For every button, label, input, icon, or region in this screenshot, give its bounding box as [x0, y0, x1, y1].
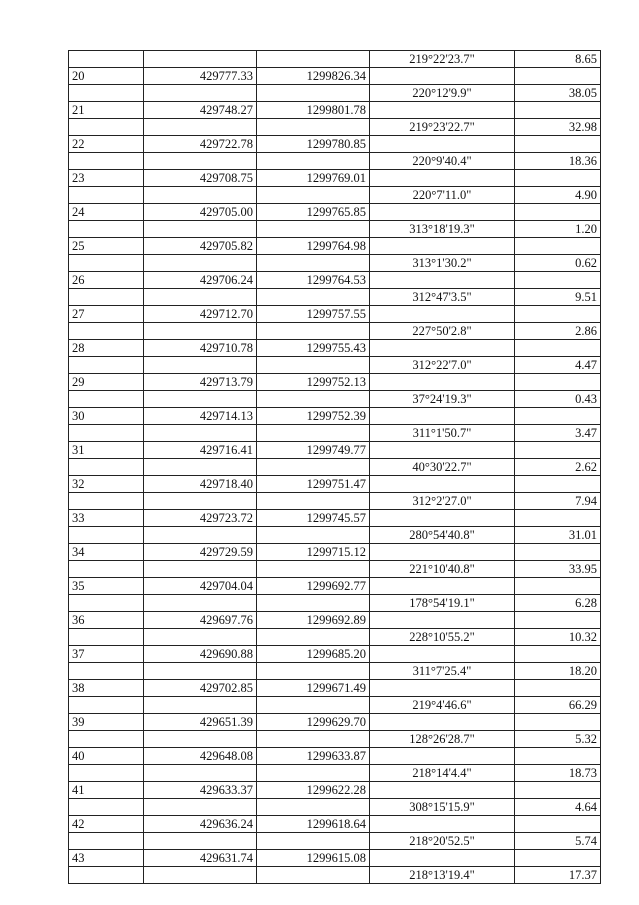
- y-coordinate-cell: 1299615.08: [257, 850, 370, 867]
- y-coordinate-cell: 1299671.49: [257, 680, 370, 697]
- azimuth-cell: 37°24'19.3": [370, 391, 515, 408]
- coordinates-table-body: [69, 51, 601, 884]
- segment-row: [69, 629, 601, 646]
- azimuth-cell: [370, 680, 515, 697]
- point-number-cell: [69, 323, 144, 340]
- segment-row: [69, 459, 601, 476]
- segment-row: [69, 697, 601, 714]
- x-coordinate-cell: 429702.85: [144, 680, 257, 697]
- azimuth-cell: 128°26'28.7": [370, 731, 515, 748]
- length-cell: [515, 544, 601, 561]
- x-coordinate-cell: 429723.72: [144, 510, 257, 527]
- y-coordinate-cell: [257, 561, 370, 578]
- length-cell: 18.20: [515, 663, 601, 680]
- azimuth-cell: 311°7'25.4": [370, 663, 515, 680]
- point-number-cell: [69, 119, 144, 136]
- x-coordinate-cell: 429748.27: [144, 102, 257, 119]
- point-row: [69, 476, 601, 493]
- point-number-cell: 39: [69, 714, 144, 731]
- point-number-cell: [69, 731, 144, 748]
- y-coordinate-cell: 1299780.85: [257, 136, 370, 153]
- x-coordinate-cell: [144, 799, 257, 816]
- azimuth-cell: [370, 374, 515, 391]
- azimuth-cell: 227°50'2.8": [370, 323, 515, 340]
- y-coordinate-cell: 1299755.43: [257, 340, 370, 357]
- point-number-cell: 31: [69, 442, 144, 459]
- x-coordinate-cell: 429708.75: [144, 170, 257, 187]
- point-number-cell: 37: [69, 646, 144, 663]
- point-number-cell: [69, 85, 144, 102]
- length-cell: [515, 306, 601, 323]
- x-coordinate-cell: [144, 629, 257, 646]
- point-number-cell: 30: [69, 408, 144, 425]
- azimuth-cell: [370, 442, 515, 459]
- azimuth-cell: 219°4'46.6": [370, 697, 515, 714]
- azimuth-cell: 312°47'3.5": [370, 289, 515, 306]
- y-coordinate-cell: [257, 765, 370, 782]
- length-cell: 38.05: [515, 85, 601, 102]
- y-coordinate-cell: 1299752.13: [257, 374, 370, 391]
- azimuth-cell: 221°10'40.8": [370, 561, 515, 578]
- segment-row: [69, 731, 601, 748]
- azimuth-cell: 308°15'15.9": [370, 799, 515, 816]
- segment-row: [69, 119, 601, 136]
- azimuth-cell: 220°12'9.9": [370, 85, 515, 102]
- point-number-cell: 38: [69, 680, 144, 697]
- point-row: [69, 816, 601, 833]
- x-coordinate-cell: [144, 561, 257, 578]
- point-number-cell: 33: [69, 510, 144, 527]
- x-coordinate-cell: 429705.00: [144, 204, 257, 221]
- segment-row: [69, 153, 601, 170]
- y-coordinate-cell: 1299801.78: [257, 102, 370, 119]
- length-cell: 32.98: [515, 119, 601, 136]
- x-coordinate-cell: [144, 357, 257, 374]
- azimuth-cell: [370, 170, 515, 187]
- segment-row: [69, 765, 601, 782]
- point-row: [69, 170, 601, 187]
- x-coordinate-cell: [144, 731, 257, 748]
- y-coordinate-cell: [257, 425, 370, 442]
- azimuth-cell: [370, 510, 515, 527]
- segment-row: [69, 595, 601, 612]
- azimuth-cell: 218°13'19.4": [370, 867, 515, 884]
- point-row: [69, 782, 601, 799]
- length-cell: [515, 714, 601, 731]
- x-coordinate-cell: 429729.59: [144, 544, 257, 561]
- point-number-cell: [69, 51, 144, 68]
- segment-row: [69, 85, 601, 102]
- point-number-cell: [69, 391, 144, 408]
- point-row: [69, 408, 601, 425]
- y-coordinate-cell: 1299751.47: [257, 476, 370, 493]
- x-coordinate-cell: 429631.74: [144, 850, 257, 867]
- point-number-cell: 25: [69, 238, 144, 255]
- length-cell: 33.95: [515, 561, 601, 578]
- length-cell: 3.47: [515, 425, 601, 442]
- length-cell: 0.43: [515, 391, 601, 408]
- length-cell: 5.32: [515, 731, 601, 748]
- length-cell: [515, 204, 601, 221]
- y-coordinate-cell: [257, 527, 370, 544]
- azimuth-cell: 228°10'55.2": [370, 629, 515, 646]
- point-number-cell: [69, 153, 144, 170]
- y-coordinate-cell: [257, 459, 370, 476]
- point-row: [69, 578, 601, 595]
- y-coordinate-cell: [257, 867, 370, 884]
- x-coordinate-cell: [144, 255, 257, 272]
- point-row: [69, 272, 601, 289]
- point-row: [69, 136, 601, 153]
- y-coordinate-cell: [257, 119, 370, 136]
- length-cell: 4.47: [515, 357, 601, 374]
- point-row: [69, 442, 601, 459]
- x-coordinate-cell: [144, 85, 257, 102]
- length-cell: 5.74: [515, 833, 601, 850]
- azimuth-cell: [370, 850, 515, 867]
- point-number-cell: [69, 493, 144, 510]
- azimuth-cell: [370, 204, 515, 221]
- point-row: [69, 646, 601, 663]
- azimuth-cell: [370, 612, 515, 629]
- point-number-cell: [69, 187, 144, 204]
- length-cell: [515, 136, 601, 153]
- azimuth-cell: [370, 782, 515, 799]
- point-number-cell: 26: [69, 272, 144, 289]
- azimuth-cell: 220°7'11.0": [370, 187, 515, 204]
- x-coordinate-cell: 429714.13: [144, 408, 257, 425]
- point-row: [69, 340, 601, 357]
- point-number-cell: [69, 527, 144, 544]
- point-row: [69, 612, 601, 629]
- length-cell: 6.28: [515, 595, 601, 612]
- point-row: [69, 510, 601, 527]
- y-coordinate-cell: [257, 187, 370, 204]
- x-coordinate-cell: [144, 663, 257, 680]
- x-coordinate-cell: 429706.24: [144, 272, 257, 289]
- x-coordinate-cell: [144, 493, 257, 510]
- x-coordinate-cell: [144, 425, 257, 442]
- x-coordinate-cell: 429713.79: [144, 374, 257, 391]
- y-coordinate-cell: 1299764.53: [257, 272, 370, 289]
- length-cell: 0.62: [515, 255, 601, 272]
- x-coordinate-cell: [144, 221, 257, 238]
- y-coordinate-cell: [257, 629, 370, 646]
- length-cell: 4.64: [515, 799, 601, 816]
- azimuth-cell: 313°1'30.2": [370, 255, 515, 272]
- y-coordinate-cell: [257, 493, 370, 510]
- y-coordinate-cell: 1299633.87: [257, 748, 370, 765]
- segment-row: [69, 289, 601, 306]
- x-coordinate-cell: [144, 153, 257, 170]
- length-cell: [515, 68, 601, 85]
- point-row: [69, 544, 601, 561]
- azimuth-cell: [370, 816, 515, 833]
- y-coordinate-cell: [257, 85, 370, 102]
- y-coordinate-cell: [257, 51, 370, 68]
- point-number-cell: 27: [69, 306, 144, 323]
- point-number-cell: 35: [69, 578, 144, 595]
- segment-row: [69, 867, 601, 884]
- point-row: [69, 748, 601, 765]
- point-row: [69, 850, 601, 867]
- point-row: [69, 102, 601, 119]
- x-coordinate-cell: 429716.41: [144, 442, 257, 459]
- point-number-cell: 41: [69, 782, 144, 799]
- length-cell: 4.90: [515, 187, 601, 204]
- azimuth-cell: [370, 272, 515, 289]
- point-number-cell: 28: [69, 340, 144, 357]
- azimuth-cell: [370, 578, 515, 595]
- y-coordinate-cell: [257, 663, 370, 680]
- azimuth-cell: [370, 646, 515, 663]
- azimuth-cell: 312°2'27.0": [370, 493, 515, 510]
- azimuth-cell: [370, 102, 515, 119]
- segment-row: [69, 187, 601, 204]
- y-coordinate-cell: 1299757.55: [257, 306, 370, 323]
- y-coordinate-cell: 1299745.57: [257, 510, 370, 527]
- azimuth-cell: 178°54'19.1": [370, 595, 515, 612]
- segment-row: [69, 833, 601, 850]
- azimuth-cell: 312°22'7.0": [370, 357, 515, 374]
- x-coordinate-cell: 429697.76: [144, 612, 257, 629]
- point-row: [69, 714, 601, 731]
- azimuth-cell: [370, 68, 515, 85]
- y-coordinate-cell: [257, 391, 370, 408]
- y-coordinate-cell: 1299826.34: [257, 68, 370, 85]
- point-row: [69, 238, 601, 255]
- x-coordinate-cell: [144, 527, 257, 544]
- y-coordinate-cell: 1299622.28: [257, 782, 370, 799]
- point-number-cell: [69, 221, 144, 238]
- azimuth-cell: 218°14'4.4": [370, 765, 515, 782]
- point-number-cell: 32: [69, 476, 144, 493]
- length-cell: [515, 816, 601, 833]
- point-number-cell: [69, 595, 144, 612]
- length-cell: [515, 476, 601, 493]
- segment-row: [69, 391, 601, 408]
- azimuth-cell: 280°54'40.8": [370, 527, 515, 544]
- y-coordinate-cell: [257, 289, 370, 306]
- y-coordinate-cell: [257, 323, 370, 340]
- x-coordinate-cell: 429648.08: [144, 748, 257, 765]
- azimuth-cell: [370, 408, 515, 425]
- length-cell: [515, 748, 601, 765]
- y-coordinate-cell: 1299685.20: [257, 646, 370, 663]
- y-coordinate-cell: [257, 221, 370, 238]
- x-coordinate-cell: [144, 323, 257, 340]
- segment-row: [69, 357, 601, 374]
- x-coordinate-cell: 429704.04: [144, 578, 257, 595]
- length-cell: [515, 272, 601, 289]
- point-number-cell: 34: [69, 544, 144, 561]
- point-row: [69, 306, 601, 323]
- point-number-cell: 20: [69, 68, 144, 85]
- segment-row: [69, 561, 601, 578]
- y-coordinate-cell: [257, 697, 370, 714]
- point-number-cell: 29: [69, 374, 144, 391]
- x-coordinate-cell: [144, 833, 257, 850]
- point-number-cell: [69, 833, 144, 850]
- length-cell: 10.32: [515, 629, 601, 646]
- point-number-cell: [69, 255, 144, 272]
- point-number-cell: 36: [69, 612, 144, 629]
- length-cell: [515, 442, 601, 459]
- point-number-cell: [69, 357, 144, 374]
- point-number-cell: 21: [69, 102, 144, 119]
- point-number-cell: [69, 765, 144, 782]
- azimuth-cell: 313°18'19.3": [370, 221, 515, 238]
- point-number-cell: 42: [69, 816, 144, 833]
- length-cell: [515, 238, 601, 255]
- y-coordinate-cell: 1299769.01: [257, 170, 370, 187]
- x-coordinate-cell: 429651.39: [144, 714, 257, 731]
- length-cell: 7.94: [515, 493, 601, 510]
- azimuth-cell: 311°1'50.7": [370, 425, 515, 442]
- x-coordinate-cell: [144, 51, 257, 68]
- y-coordinate-cell: 1299749.77: [257, 442, 370, 459]
- segment-row: [69, 527, 601, 544]
- length-cell: 18.73: [515, 765, 601, 782]
- azimuth-cell: [370, 714, 515, 731]
- length-cell: 18.36: [515, 153, 601, 170]
- segment-row: [69, 51, 601, 68]
- y-coordinate-cell: 1299692.89: [257, 612, 370, 629]
- point-number-cell: [69, 459, 144, 476]
- length-cell: [515, 340, 601, 357]
- x-coordinate-cell: [144, 697, 257, 714]
- x-coordinate-cell: [144, 119, 257, 136]
- length-cell: [515, 374, 601, 391]
- point-number-cell: [69, 799, 144, 816]
- point-row: [69, 680, 601, 697]
- point-number-cell: [69, 289, 144, 306]
- point-number-cell: 22: [69, 136, 144, 153]
- point-row: [69, 204, 601, 221]
- x-coordinate-cell: 429710.78: [144, 340, 257, 357]
- length-cell: [515, 782, 601, 799]
- x-coordinate-cell: [144, 595, 257, 612]
- length-cell: [515, 102, 601, 119]
- y-coordinate-cell: 1299618.64: [257, 816, 370, 833]
- point-number-cell: 23: [69, 170, 144, 187]
- point-row: [69, 374, 601, 391]
- segment-row: [69, 425, 601, 442]
- point-number-cell: [69, 629, 144, 646]
- x-coordinate-cell: [144, 459, 257, 476]
- x-coordinate-cell: [144, 391, 257, 408]
- azimuth-cell: [370, 476, 515, 493]
- azimuth-cell: [370, 238, 515, 255]
- length-cell: [515, 850, 601, 867]
- y-coordinate-cell: 1299752.39: [257, 408, 370, 425]
- segment-row: [69, 255, 601, 272]
- y-coordinate-cell: [257, 255, 370, 272]
- azimuth-cell: 220°9'40.4": [370, 153, 515, 170]
- length-cell: 8.65: [515, 51, 601, 68]
- length-cell: [515, 578, 601, 595]
- length-cell: [515, 612, 601, 629]
- x-coordinate-cell: 429690.88: [144, 646, 257, 663]
- y-coordinate-cell: 1299764.98: [257, 238, 370, 255]
- y-coordinate-cell: [257, 357, 370, 374]
- length-cell: 2.86: [515, 323, 601, 340]
- point-number-cell: [69, 561, 144, 578]
- point-number-cell: [69, 697, 144, 714]
- point-number-cell: [69, 663, 144, 680]
- azimuth-cell: 218°20'52.5": [370, 833, 515, 850]
- point-number-cell: 43: [69, 850, 144, 867]
- length-cell: 1.20: [515, 221, 601, 238]
- segment-row: [69, 221, 601, 238]
- azimuth-cell: [370, 136, 515, 153]
- x-coordinate-cell: 429777.33: [144, 68, 257, 85]
- azimuth-cell: [370, 306, 515, 323]
- length-cell: [515, 510, 601, 527]
- length-cell: 31.01: [515, 527, 601, 544]
- azimuth-cell: 219°23'22.7": [370, 119, 515, 136]
- length-cell: [515, 646, 601, 663]
- x-coordinate-cell: 429718.40: [144, 476, 257, 493]
- azimuth-cell: [370, 748, 515, 765]
- azimuth-cell: [370, 340, 515, 357]
- segment-row: [69, 323, 601, 340]
- x-coordinate-cell: 429633.37: [144, 782, 257, 799]
- segment-row: [69, 663, 601, 680]
- coordinates-table: [68, 50, 601, 884]
- x-coordinate-cell: 429636.24: [144, 816, 257, 833]
- length-cell: [515, 408, 601, 425]
- point-row: [69, 68, 601, 85]
- y-coordinate-cell: 1299715.12: [257, 544, 370, 561]
- length-cell: [515, 680, 601, 697]
- x-coordinate-cell: [144, 765, 257, 782]
- azimuth-cell: 40°30'22.7": [370, 459, 515, 476]
- y-coordinate-cell: [257, 731, 370, 748]
- y-coordinate-cell: [257, 595, 370, 612]
- y-coordinate-cell: [257, 153, 370, 170]
- length-cell: [515, 170, 601, 187]
- y-coordinate-cell: [257, 799, 370, 816]
- x-coordinate-cell: [144, 867, 257, 884]
- point-number-cell: 24: [69, 204, 144, 221]
- point-number-cell: 40: [69, 748, 144, 765]
- y-coordinate-cell: 1299765.85: [257, 204, 370, 221]
- length-cell: 9.51: [515, 289, 601, 306]
- x-coordinate-cell: 429712.70: [144, 306, 257, 323]
- segment-row: [69, 493, 601, 510]
- x-coordinate-cell: [144, 289, 257, 306]
- x-coordinate-cell: [144, 187, 257, 204]
- y-coordinate-cell: [257, 833, 370, 850]
- x-coordinate-cell: 429705.82: [144, 238, 257, 255]
- length-cell: 66.29: [515, 697, 601, 714]
- length-cell: 17.37: [515, 867, 601, 884]
- point-number-cell: [69, 867, 144, 884]
- segment-row: [69, 799, 601, 816]
- y-coordinate-cell: 1299629.70: [257, 714, 370, 731]
- x-coordinate-cell: 429722.78: [144, 136, 257, 153]
- y-coordinate-cell: 1299692.77: [257, 578, 370, 595]
- point-number-cell: [69, 425, 144, 442]
- azimuth-cell: 219°22'23.7": [370, 51, 515, 68]
- length-cell: 2.62: [515, 459, 601, 476]
- azimuth-cell: [370, 544, 515, 561]
